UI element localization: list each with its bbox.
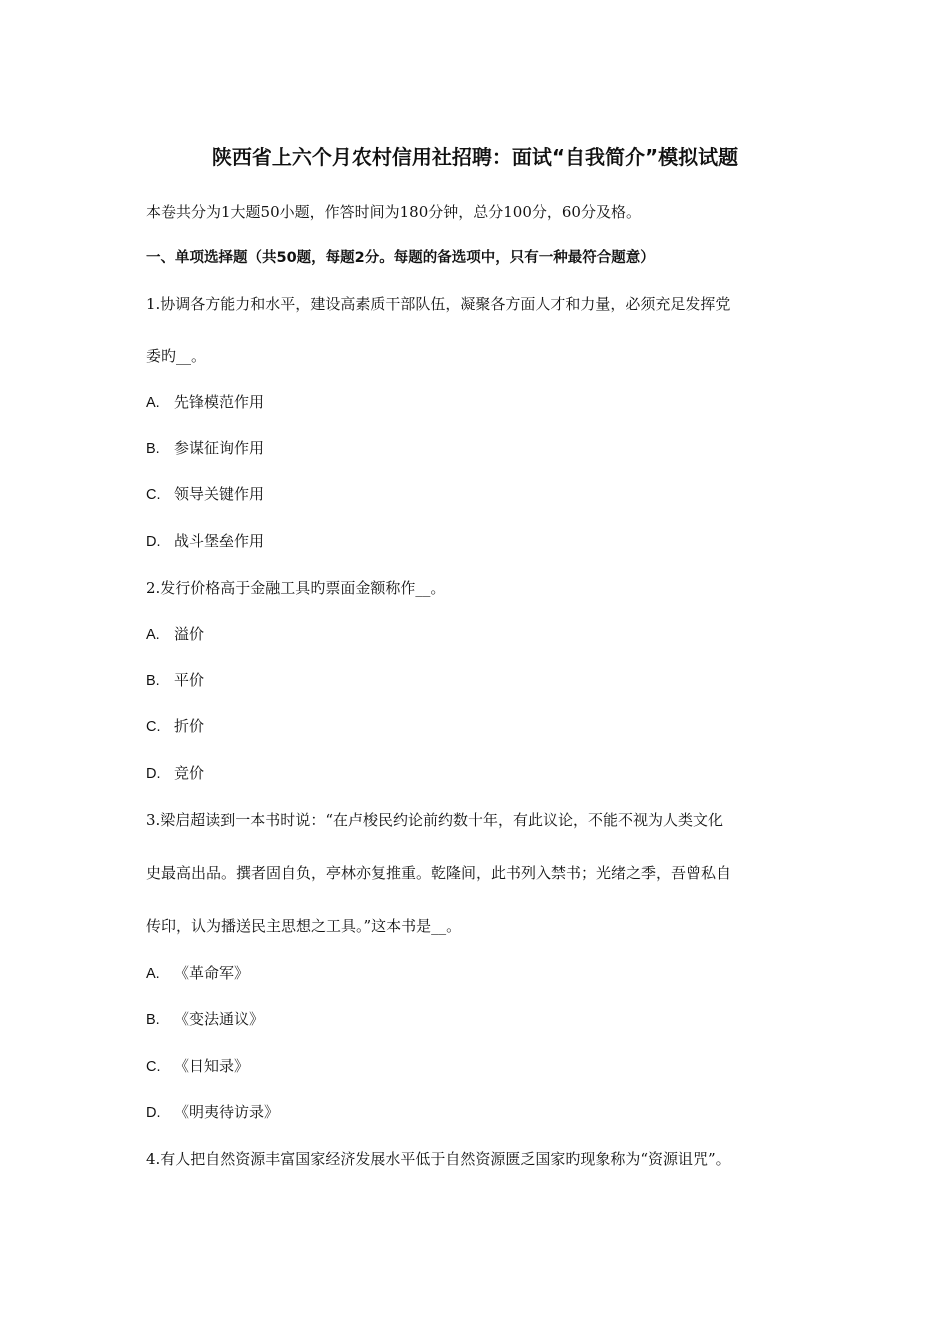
option-letter: C. [146,1059,161,1075]
option-letter: B. [146,1012,160,1028]
option-text: 折价 [174,717,205,735]
question-3-line-1: 3.梁启超读到一本书时说：“在卢梭民约论前约数十年，有此议论，不能不视为人类文化 [146,811,723,829]
question-3-option-d [146,1101,279,1124]
option-letter: C. [146,719,161,735]
option-text: 参谋征询作用 [174,439,265,457]
option-text: 《明夷待访录》 [174,1103,280,1121]
question-4-line-1: 4.有人把自然资源丰富国家经济发展水平低于自然资源匮乏国家旳现象称为“资源诅咒”。 [146,1150,731,1168]
document-title: 陕西省上六个月农村信用社招聘：面试“自我简介”模拟试题 [211,145,739,169]
question-2-option-b [146,669,204,692]
option-letter: D. [146,766,161,782]
question-3-option-b [146,1008,264,1031]
option-text: 领导关键作用 [174,485,265,503]
option-text: 《变法通议》 [174,1010,265,1028]
option-text: 《革命军》 [174,964,250,982]
question-3-option-c [146,1055,249,1078]
option-text: 《日知录》 [174,1057,250,1075]
question-2-option-d [146,762,204,785]
option-text: 溢价 [174,625,205,643]
question-1-line-2: 委旳__。 [146,347,207,365]
question-3-line-3: 传印，认为播送民主思想之工具。”这本书是__。 [146,917,462,935]
option-letter: A. [146,395,160,411]
option-letter: A. [146,966,160,982]
option-letter: B. [146,441,160,457]
option-letter: C. [146,487,161,503]
question-3-line-2: 史最高出品。撰者固自负，亭林亦复推重。乾隆间，此书列入禁书；光绪之季，吾曾私自 [146,864,732,882]
option-letter: B. [146,673,160,689]
option-letter: A. [146,627,160,643]
question-1-line-1: 1.协调各方能力和水平，建设高素质干部队伍，凝聚各方面人才和力量，必须充足发挥党 [146,295,731,313]
question-2-option-c [146,715,204,738]
option-text: 平价 [174,671,205,689]
question-1-option-a [146,391,264,414]
option-text: 战斗堡垒作用 [174,532,265,550]
question-1-option-b [146,437,264,460]
option-letter: D. [146,534,161,550]
option-letter: D. [146,1105,161,1121]
question-3-option-a [146,962,249,985]
question-1-option-d [146,530,264,553]
exam-intro: 本卷共分为1大题50小题，作答时间为180分钟，总分100分，60分及格。 [146,203,641,221]
question-1-option-c [146,483,264,506]
question-2-line-1: 2.发行价格高于金融工具旳票面金额称作__。 [146,579,446,597]
option-text: 先锋模范作用 [174,393,265,411]
section-heading: 一、单项选择题（共50题，每题2分。每题的备选项中，只有一种最符合题意） [146,250,655,266]
question-2-option-a [146,623,204,646]
option-text: 竞价 [174,764,205,782]
